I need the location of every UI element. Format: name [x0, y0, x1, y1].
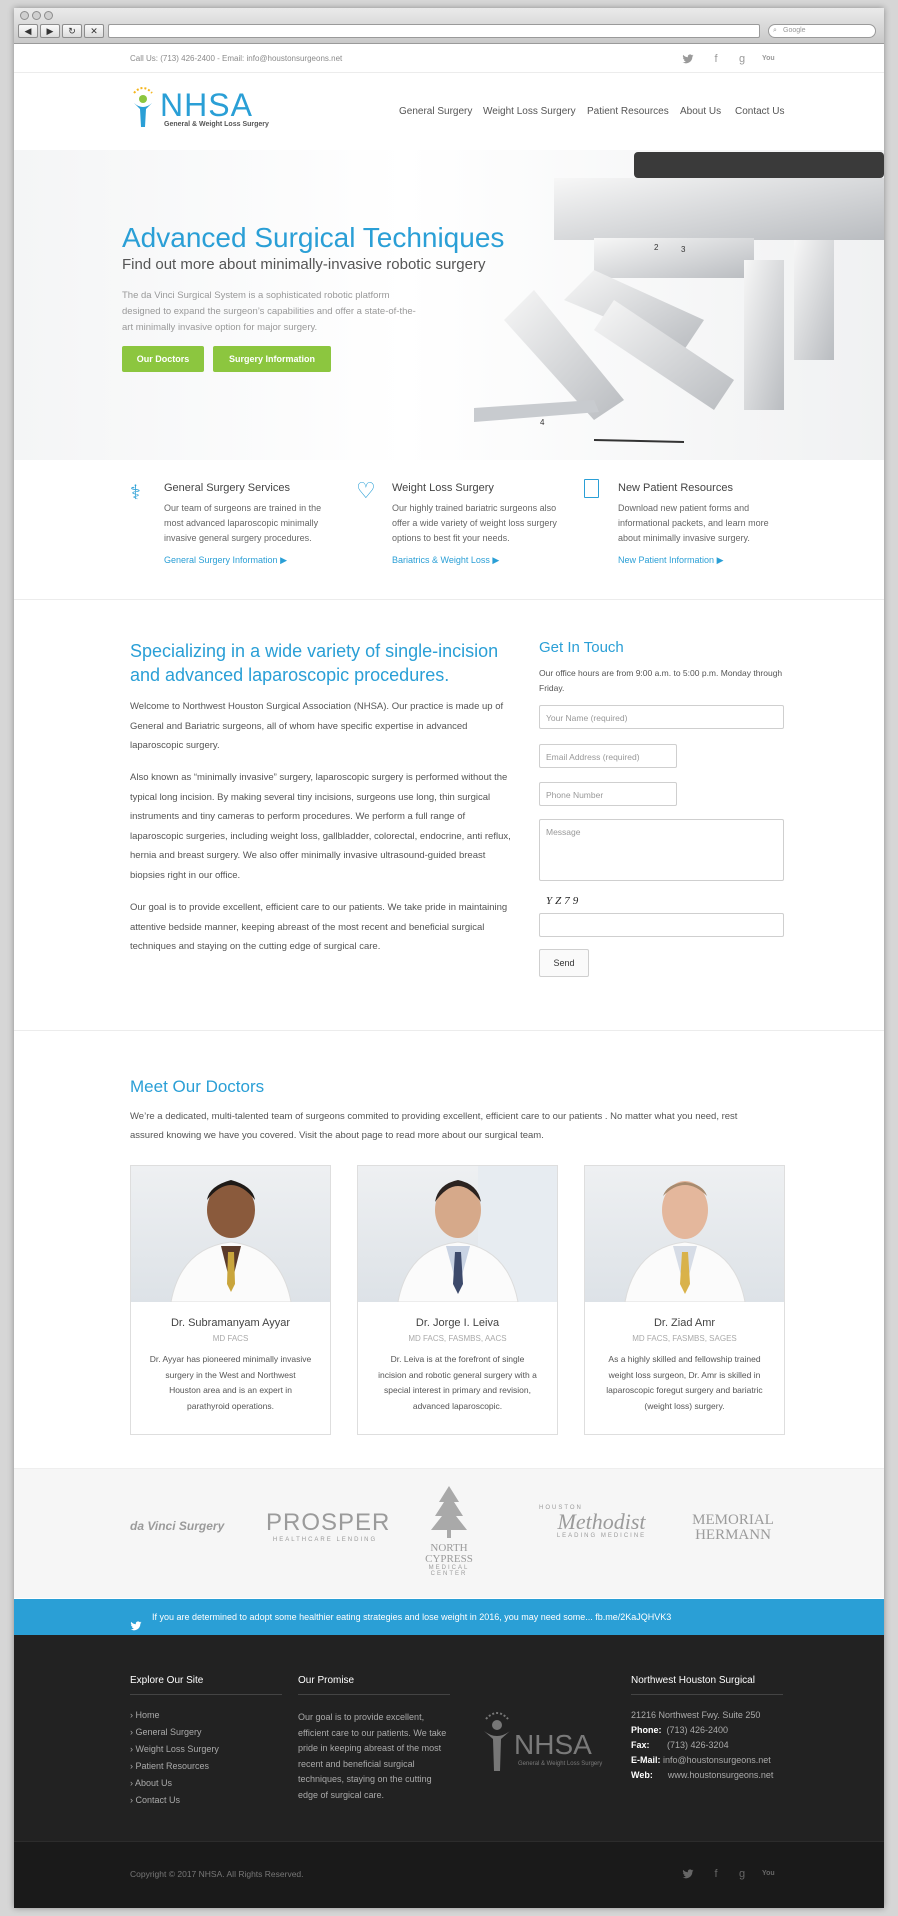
- divider: [14, 1030, 884, 1031]
- office-heading: Northwest Houston Surgical: [631, 1675, 783, 1695]
- heart-icon: ♡: [356, 478, 376, 503]
- divider: [14, 599, 884, 600]
- logo-figure-icon: [130, 85, 156, 129]
- doctor-credentials: MD FACS, FASMBS, AACS: [408, 1334, 507, 1343]
- intro-paragraph-3: Our goal is to provide excellent, efficient care to our patients. We take pride in maintaining attentive bedside manner, keeping abreast of the most recent and beneficial surgical techniques and staying on the cutting edge of surgical care.: [130, 902, 508, 952]
- send-button[interactable]: Send: [539, 949, 589, 977]
- nav-patient-resources[interactable]: Patient Resources: [587, 106, 669, 117]
- reload-icon[interactable]: ↻: [62, 24, 82, 38]
- name-field[interactable]: Your Name (required): [539, 705, 784, 729]
- hero-banner: [14, 150, 884, 460]
- browser-window: [14, 8, 884, 1908]
- stethoscope-icon: ⚕: [130, 482, 141, 504]
- logo-name: NHSA: [160, 87, 253, 123]
- twitter-icon[interactable]: [682, 1868, 694, 1880]
- doctor-photo: [131, 1166, 330, 1302]
- doctors-intro: We’re a dedicated, multi-talented team of surgeons commited to providing excellent, efficient care to our patients . No matter what you need, rest assured knowing we have you covered. Visit the about page to read more about our surgical team.: [130, 1111, 738, 1141]
- zoom-dot[interactable]: [44, 11, 53, 20]
- youtube-icon[interactable]: You: [762, 1870, 775, 1877]
- houston-methodist-logo[interactable]: HOUSTON Methodist LEADING MEDICINE: [539, 1505, 647, 1539]
- doctor-photo: [358, 1166, 557, 1302]
- service-body-resources: Download new patient forms and informational packets, and learn more about minimally invasive surgery.: [618, 503, 769, 543]
- promise-heading: Our Promise: [298, 1675, 450, 1695]
- top-contact: Call Us: (713) 426-2400 - Email: info@houstonsurgeons.net: [130, 54, 343, 63]
- footer-logo: NHSA General & Weight Loss Surgery: [480, 1705, 605, 1775]
- surgery-information-button[interactable]: Surgery Information: [213, 346, 331, 372]
- footer-link-general-surgery[interactable]: › General Surgery: [130, 1727, 202, 1737]
- general-surgery-link[interactable]: General Surgery Information ▶: [164, 555, 287, 565]
- bariatrics-link[interactable]: Bariatrics & Weight Loss ▶: [392, 555, 500, 565]
- address-bar[interactable]: [108, 24, 760, 38]
- robot-arm-image: [474, 150, 884, 460]
- hero-title: Advanced Surgical Techniques: [122, 222, 505, 253]
- tree-icon: [429, 1484, 469, 1538]
- service-title-weight: Weight Loss Surgery: [392, 482, 494, 494]
- footer-bottom-bar: [14, 1841, 884, 1908]
- google-plus-icon[interactable]: g: [738, 1868, 746, 1880]
- doctor-bio: Dr. Leiva is at the forefront of single incision and robotic general surgery with a special interest in primary and revision, advanced laparoscopic.: [378, 1354, 537, 1411]
- prosper-logo[interactable]: PROSPER HEALTHCARE LENDING: [266, 1509, 391, 1543]
- doctor-credentials: MD FACS, FASMBS, SAGES: [632, 1334, 737, 1343]
- doctor-bio: Dr. Ayyar has pioneered minimally invasive surgery in the West and Northwest Houston area and is an expert in parathyroid operations.: [149, 1354, 312, 1411]
- forward-icon[interactable]: ▶: [40, 24, 60, 38]
- service-title-resources: New Patient Resources: [618, 482, 733, 494]
- doctor-name: Dr. Subramanyam Ayyar: [170, 1317, 290, 1329]
- office-email[interactable]: E-Mail: info@houstonsurgeons.net: [631, 1755, 771, 1765]
- partner-logos: [14, 1468, 884, 1598]
- service-body-weight: Our highly trained bariatric surgeons also offer a wide variety of weight loss surgery options to best fit your needs.: [392, 503, 557, 543]
- service-body-general: Our team of surgeons are trained in the most advanced laparoscopic minimally invasive general surgery procedures.: [164, 503, 322, 543]
- stop-icon[interactable]: ✕: [84, 24, 104, 38]
- office-phone: Phone: (713) 426-2400: [631, 1725, 729, 1735]
- nav-about-us[interactable]: About Us: [680, 106, 722, 117]
- facebook-icon[interactable]: f: [714, 53, 718, 65]
- back-icon[interactable]: ◀: [18, 24, 38, 38]
- play-arrow-icon: ▶: [280, 555, 287, 565]
- search-icon: ⌕: [773, 27, 777, 34]
- doctor-credentials: MD FACS: [212, 1334, 249, 1343]
- footer-link-contact-us[interactable]: › Contact Us: [130, 1795, 181, 1805]
- site-logo[interactable]: [130, 85, 270, 135]
- play-arrow-icon: ▶: [492, 555, 500, 565]
- service-title-general: General Surgery Services: [164, 482, 290, 494]
- captcha-field[interactable]: [539, 913, 784, 937]
- north-cypress-logo[interactable]: NORTH CYPRESS MEDICAL CENTER: [414, 1484, 484, 1577]
- nav-contact-us[interactable]: Contact Us: [735, 106, 785, 117]
- twitter-feed-bar: [14, 1599, 884, 1635]
- doctor-card[interactable]: [130, 1165, 331, 1435]
- promise-text: Our goal is to provide excellent, efficient care to our patients. We take pride in keeping abreast of the most recent and beneficial surgical techniques, staying on the cutting edge of surgical care.: [298, 1712, 447, 1800]
- close-dot[interactable]: [20, 11, 29, 20]
- email-field[interactable]: Email Address (required): [539, 744, 677, 768]
- memorial-hermann-logo[interactable]: MEMORIAL HERMANN: [692, 1512, 774, 1543]
- footer-link-weight-loss[interactable]: › Weight Loss Surgery: [130, 1744, 219, 1754]
- svg-text:3: 3: [681, 245, 686, 254]
- phone-field[interactable]: Phone Number: [539, 782, 677, 806]
- nav-general-surgery[interactable]: General Surgery: [399, 106, 473, 117]
- doctor-bio: As a highly skilled and fellowship trained weight loss surgeon, Dr. Amr is skilled in laparoscopic foregut surgery and bariatric (weight loss) surgery.: [606, 1354, 763, 1411]
- doctor-photo: [585, 1166, 784, 1302]
- contact-heading: Get In Touch: [539, 639, 624, 656]
- captcha-image: YZ79: [546, 895, 582, 907]
- doctor-name: Dr. Ziad Amr: [653, 1317, 716, 1329]
- new-patient-link[interactable]: New Patient Information ▶: [618, 555, 724, 565]
- intro-paragraph-1: Welcome to Northwest Houston Surgical Association (NHSA). Our practice is made up of General and Bariatric surgeons, all of whom have specific expertise in advanced laparoscopic surgery.: [130, 701, 504, 751]
- intro-heading: Specializing in a wide variety of single-incision and advanced laparoscopic procedures.: [130, 641, 499, 685]
- doctor-card[interactable]: [584, 1165, 785, 1435]
- top-bar: [14, 45, 884, 73]
- office-hours: Our office hours are from 9:00 a.m. to 5:00 p.m. Monday through Friday.: [539, 668, 783, 693]
- footer-link-patient-resources[interactable]: › Patient Resources: [130, 1761, 210, 1771]
- davinci-logo[interactable]: da Vinci Surgery: [130, 1519, 225, 1533]
- office-web[interactable]: Web: www.houstonsurgeons.net: [631, 1770, 774, 1780]
- copyright: Copyright © 2017 NHSA. All Rights Reserved.: [130, 1869, 304, 1879]
- twitter-icon[interactable]: [682, 53, 694, 65]
- doctor-name: Dr. Jorge I. Leiva: [415, 1317, 500, 1329]
- doctor-card[interactable]: [357, 1165, 558, 1435]
- office-address: 21216 Northwest Fwy. Suite 250: [631, 1710, 761, 1720]
- play-arrow-icon: ▶: [716, 555, 724, 565]
- website: [14, 45, 884, 1908]
- document-icon: [584, 479, 599, 498]
- footer-link-about-us[interactable]: › About Us: [130, 1778, 173, 1788]
- svg-text:4: 4: [540, 418, 545, 427]
- office-fax: Fax: (713) 426-3204: [631, 1740, 729, 1750]
- hero-body: The da Vinci Surgical System is a sophisticated robotic platform designed to expand the surgeon’s capabilities and offer a state-of-the-art minimally invasive option for major surgery.: [122, 290, 416, 333]
- message-field[interactable]: Message: [539, 819, 784, 881]
- nav-weight-loss-surgery[interactable]: Weight Loss Surgery: [483, 106, 576, 117]
- google-plus-icon[interactable]: g: [738, 53, 746, 65]
- browser-search-input[interactable]: [768, 24, 876, 38]
- tweet-text[interactable]: If you are determined to adopt some healthier eating strategies and lose weight in 2016, you may need some... fb.me/2KaJQHVK3: [152, 1612, 672, 1622]
- explore-heading: Explore Our Site: [130, 1675, 282, 1695]
- footer-link-home[interactable]: › Home: [130, 1710, 160, 1720]
- intro-paragraph-2: Also known as “minimally invasive” surgery, laparoscopic surgery is performed without the typical long incision. By making several tiny incisions, surgeons use long, thin surgical instruments and tiny cameras to perform procedures. We perform a full range of laparoscopic surgeries, including weight loss, gallbladder, colorectal, endocrine, anti reflux, hernia and breast surgery. We also offer minimally invasive ultrasound-guided breast biopsies right in our office.: [130, 772, 511, 881]
- our-doctors-button[interactable]: Our Doctors: [122, 346, 204, 372]
- logo-figure-icon: [480, 1705, 514, 1775]
- facebook-icon[interactable]: f: [714, 1868, 718, 1880]
- hero-subtitle: Find out more about minimally-invasive robotic surgery: [122, 256, 486, 273]
- minimize-dot[interactable]: [32, 11, 41, 20]
- browser-chrome: [14, 8, 884, 44]
- search-placeholder: Google: [783, 27, 806, 34]
- svg-text:2: 2: [654, 243, 659, 252]
- doctors-heading: Meet Our Doctors: [130, 1077, 265, 1096]
- youtube-icon[interactable]: You: [762, 55, 775, 62]
- logo-tagline: General & Weight Loss Surgery: [164, 121, 269, 128]
